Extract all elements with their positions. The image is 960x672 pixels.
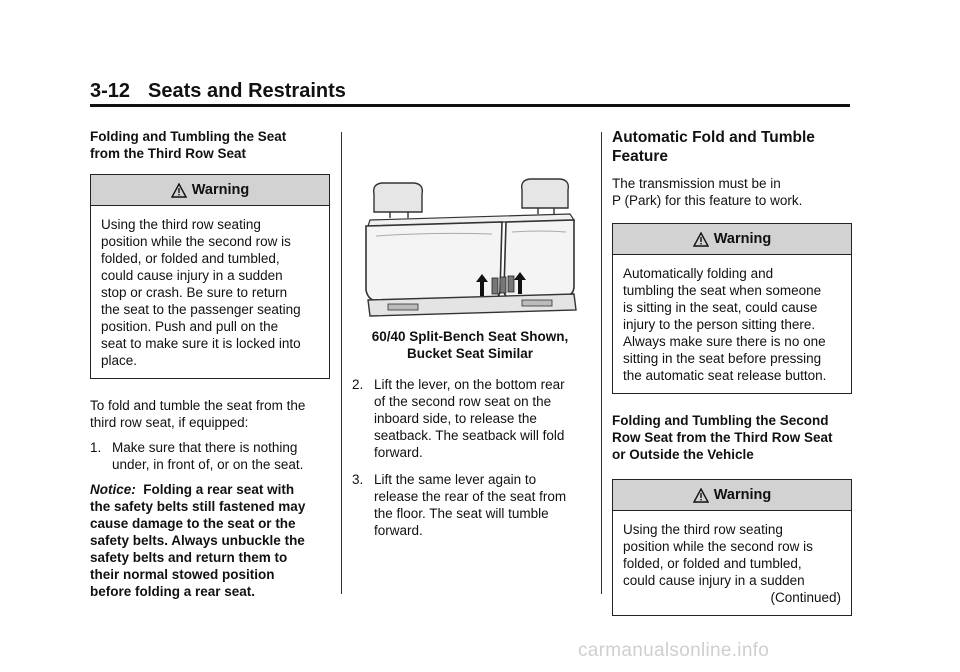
step-1: 1. Make sure that there is nothing under, in front of, or on the seat. bbox=[90, 440, 304, 472]
page-number: 3-12 bbox=[90, 80, 131, 102]
intro-paragraph: To fold and tumble the seat from the third row seat, if equipped: bbox=[90, 398, 306, 430]
step-number: 3. bbox=[352, 471, 364, 487]
page-header bbox=[90, 80, 346, 103]
watermark: carmanualsonline.info bbox=[578, 640, 770, 661]
column-middle bbox=[352, 128, 588, 539]
warning-icon bbox=[171, 183, 187, 198]
warning-icon bbox=[693, 232, 709, 247]
warning-box-auto bbox=[612, 223, 852, 394]
warning-title: Warning bbox=[713, 230, 772, 247]
column-divider-1 bbox=[341, 132, 342, 594]
continued-label: (Continued) bbox=[770, 590, 841, 605]
transmission-note: The transmission must be in P (Park) for this feature to work. bbox=[612, 176, 803, 208]
column-divider-2 bbox=[601, 132, 602, 594]
step-number: 2. bbox=[352, 376, 364, 392]
seat-illustration bbox=[352, 150, 588, 320]
notice-paragraph: Notice: Folding a rear seat with the safety belts still fastened may cause damage to the seat or the safety belts. Always unbuckle the safety belts and return them to their normal stowed position before folding a rear seat. bbox=[90, 482, 306, 599]
warning-text: Using the third row seating position while the second row is folded, or folded and tumbled, could cause injury in a sudden (Continued) bbox=[623, 522, 841, 605]
warning-title: Warning bbox=[191, 181, 250, 198]
split-bench-seat-image bbox=[352, 150, 588, 320]
warning-header bbox=[613, 480, 851, 511]
warning-box bbox=[90, 174, 330, 379]
subhead-second-row: Folding and Tumbling the Second Row Seat from the Third Row Seat or Outside the Vehicle bbox=[612, 413, 833, 462]
automatic-fold-heading: Automatic Fold and Tumble Feature bbox=[612, 129, 815, 165]
section-title: Seats and Restraints bbox=[148, 80, 346, 102]
step-3: 3. Lift the same lever again to release the rear of the seat from the floor. The seat will tumble forward. bbox=[352, 471, 567, 538]
warning-text: Using the third row seating position while the second row is folded, or folded and tumbled, could cause injury in a sudden stop or crash. Be sure to return the seat to the passenger seating position. Push and pull on the seat to make sure it is locked into place. bbox=[101, 217, 301, 368]
column-left bbox=[90, 128, 330, 600]
step-2: 2. Lift the lever, on the bottom rear of the second row seat on the inboard side, to release the seatback. The seatback will fold forward. bbox=[352, 376, 565, 460]
warning-icon bbox=[693, 488, 709, 503]
header-rule bbox=[90, 104, 850, 107]
notice-label: Notice: bbox=[90, 482, 136, 497]
column-right bbox=[612, 128, 852, 616]
warning-header bbox=[613, 224, 851, 255]
warning-header bbox=[91, 175, 329, 206]
warning-title: Warning bbox=[713, 486, 772, 503]
subhead-third-row: Folding and Tumbling the Seat from the Third Row Seat bbox=[90, 129, 287, 161]
warning-text: Automatically folding and tumbling the seat when someone is sitting in the seat, could cause injury to the person sitting there. Always make sure there is no one sitting in the seat before pressing the automatic seat release button. bbox=[623, 266, 827, 383]
figure-caption: 60/40 Split-Bench Seat Shown, Bucket Seat Similar bbox=[371, 329, 569, 361]
warning-box-second-row bbox=[612, 479, 852, 616]
step-number: 1. bbox=[90, 440, 102, 455]
